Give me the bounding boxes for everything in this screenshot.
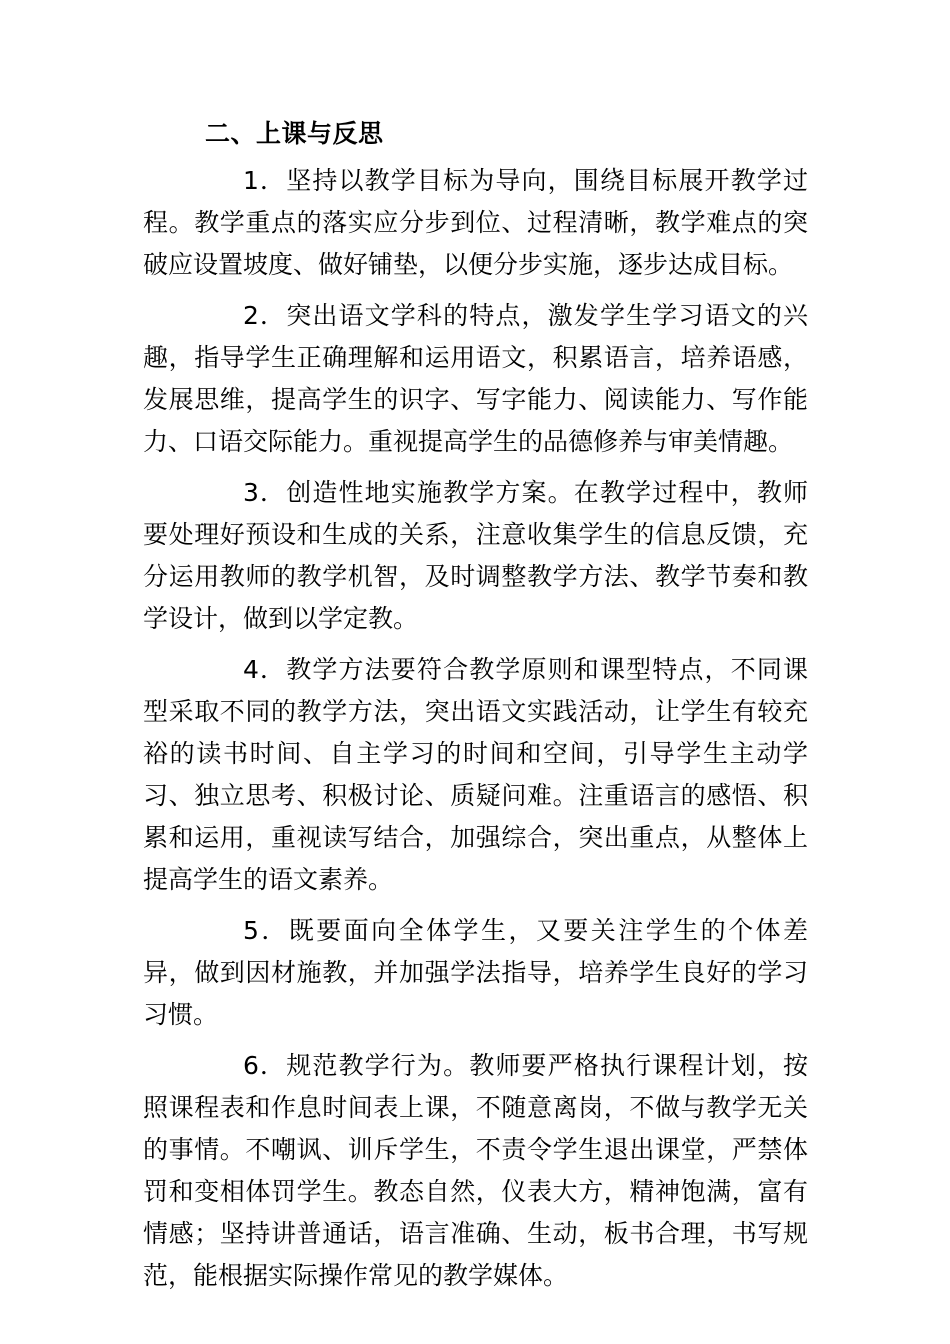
- paragraph-1: 1．坚持以教学目标为导向，围绕目标展开教学过程。教学重点的落实应分步到位、过程清晰，教学难点的突破应设置坡度、做好铺垫，以便分步实施，逐步达成目标。: [143, 166, 808, 279]
- paragraph-6: 6．规范教学行为。教师要严格执行课程计划，按照课程表和作息时间表上课，不随意离岗，不做与教学无关的事情。不嘲讽、训斥学生，不责令学生退出课堂，严禁体罚和变相体罚学生。教态自然，仪表大方，精神饱满，富有情感；坚持讲普通话，语言准确、生动，板书合理，书写规范，能根据实际操作常见的教学媒体。: [143, 1051, 808, 1290]
- paragraph-2: 2．突出语文学科的特点，激发学生学习语文的兴趣，指导学生正确理解和运用语文，积累语言，培养语感，发展思维，提高学生的识字、写字能力、阅读能力、写作能力、口语交际能力。重视提高学生的品德修养与审美情趣。: [143, 301, 808, 456]
- paragraph-4: 4．教学方法要符合教学原则和课型特点，不同课型采取不同的教学方法，突出语文实践活动，让学生有较充裕的读书时间、自主学习的时间和空间，引导学生主动学习、独立思考、积极讨论、质疑问难。注重语言的感悟、积累和运用，重视读写结合，加强综合，突出重点，从整体上提高学生的语文素养。: [143, 655, 808, 894]
- section-heading: 二、上课与反思: [205, 119, 384, 148]
- document-body: [143, 114, 808, 1306]
- paragraph-5: 5．既要面向全体学生，又要关注学生的个体差异，做到因材施教，并加强学法指导，培养学生良好的学习习惯。: [143, 916, 808, 1029]
- paragraph-3: 3．创造性地实施教学方案。在教学过程中，教师要处理好预设和生成的关系，注意收集学生的信息反馈，充分运用教师的教学机智，及时调整教学方法、教学节奏和教学设计，做到以学定教。: [143, 478, 808, 633]
